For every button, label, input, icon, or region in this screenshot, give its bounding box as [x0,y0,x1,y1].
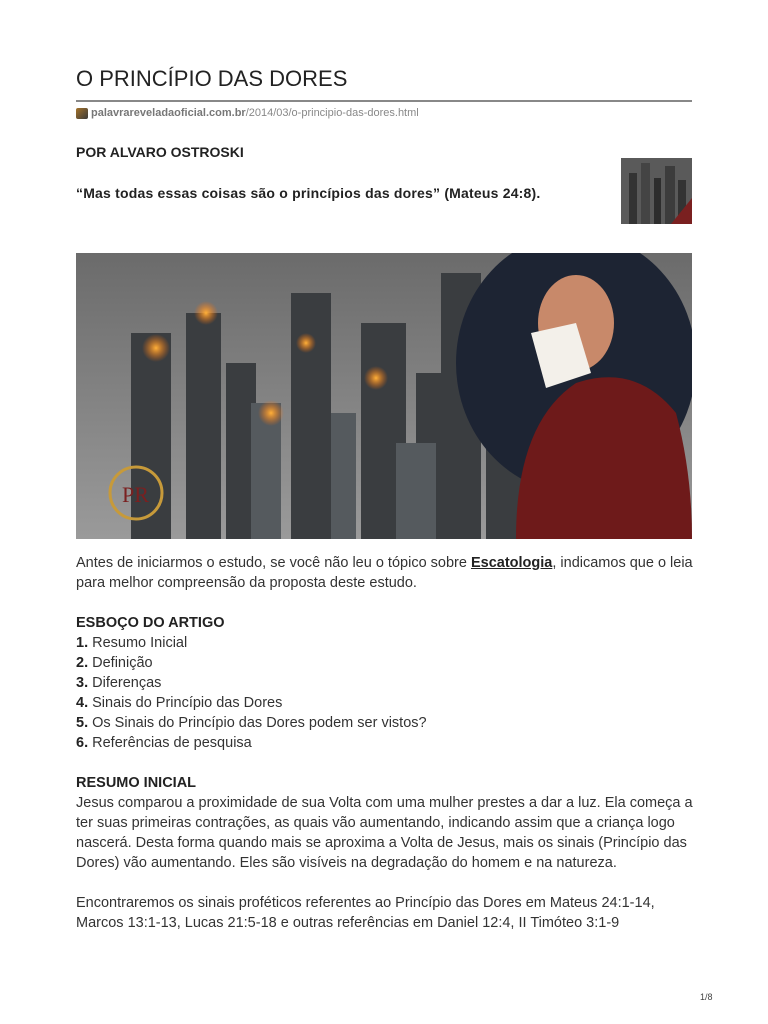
intro-text: Antes de iniciarmos o estudo, se você não leu o tópico sobre [76,555,471,571]
summary-paragraph-2: Encontraremos os sinais proféticos referentes ao Princípio das Dores em Mateus 24:1-14, Marcos 13:1-13, Lucas 21:5-18 e outras referências em Daniel 12:4, II Timóteo 3:1-9 [76,895,655,931]
source-link[interactable] [76,107,419,119]
summary-heading: RESUMO INICIAL [76,775,197,791]
outline-number: 2. [76,655,89,671]
page-number: 1/8 [700,992,713,1002]
thumbnail-image [621,158,692,224]
escatologia-link[interactable]: Escatologia [470,555,553,571]
outline-number: 1. [76,635,89,651]
outline-list [76,633,696,753]
outline-number: 3. [76,675,89,691]
author-byline: POR ALVARO OSTROSKI [76,144,244,160]
source-path: /2014/03/o-principio-das-dores.html [245,107,419,119]
outline-section [76,613,696,753]
outline-item[interactable] [76,693,696,713]
bible-quote: “Mas todas essas coisas são o princípios das dores” (Mateus 24:8). [76,185,541,201]
intro-paragraph [76,553,696,593]
outline-label: Referências de pesquisa [92,735,252,751]
intro-text-end: , indicamos que o leia para melhor compreensão da proposta deste estudo. [76,555,693,591]
outline-item[interactable] [76,713,696,733]
outline-label: Definição [92,655,153,671]
hero-logo: PR [122,482,149,507]
source-domain: palavrareveladaoficial.com.br [91,107,246,119]
outline-item[interactable] [76,733,696,753]
outline-label: Resumo Inicial [92,635,188,651]
summary-section [76,773,696,933]
outline-number: 5. [76,715,89,731]
title-divider [76,100,692,102]
site-favicon-icon [76,108,88,119]
outline-heading: ESBOÇO DO ARTIGO [76,615,225,631]
outline-item[interactable] [76,673,696,693]
outline-label: Sinais do Princípio das Dores [92,695,283,711]
outline-item[interactable] [76,633,696,653]
summary-paragraph-1: Jesus comparou a proximidade de sua Volta com uma mulher prestes a dar a luz. Ela começa a ter suas primeiras contrações, as quais vão aumentando, indicando assim que a criança logo nascerá. Desta forma quando mais se aproxima a Volta de Jesus, mais os sinais (Princípio das Dores) vão aumentando. Eles são visíveis na degradação do homem e na natureza. [76,795,693,871]
outline-label: Diferenças [92,675,162,691]
outline-item[interactable] [76,653,696,673]
page-title: O PRINCÍPIO DAS DORES [76,66,348,91]
outline-number: 4. [76,695,89,711]
outline-number: 6. [76,735,89,751]
hero-image [76,253,692,539]
outline-label: Os Sinais do Princípio das Dores podem ser vistos? [92,715,427,731]
